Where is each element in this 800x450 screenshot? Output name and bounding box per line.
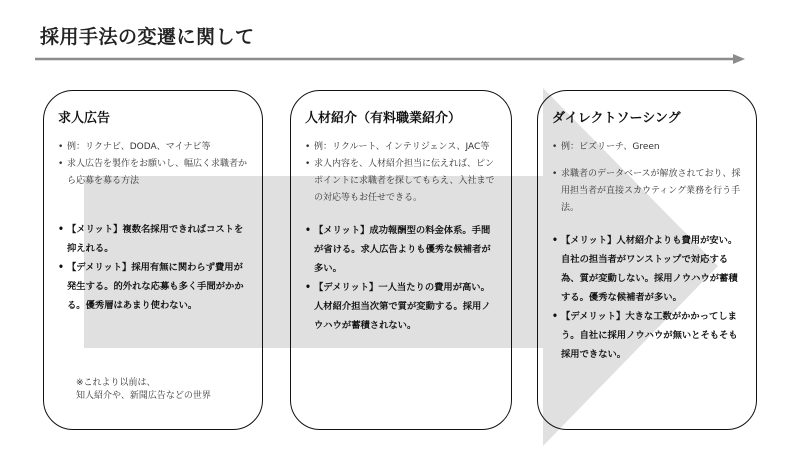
card-job-ads (43, 90, 263, 430)
card-heading: 人材紹介（有料職業紹介） (305, 111, 462, 126)
merit-item: • 【メリット】成功報酬型の料金体系。手間が省ける。求人広告よりも優秀な候補者が多い。 (305, 221, 499, 278)
list-item: • 求人広告を製作をお願いし、幅広く求職者から応募を募る方法 (58, 156, 250, 190)
note-line: ※これより以前は、 (76, 378, 156, 388)
demerit-item: • 【デメリット】大きな工数がかかってしまう。自社に採用ノウハウが無いとそもそも採用できない。 (552, 307, 744, 364)
card-items (58, 139, 250, 315)
merit-item: • 【メリット】複数名採用できればコストを抑えれる。 (58, 220, 250, 258)
demerit-item: • 【デメリット】採用有無に関わらず費用が発生する。的外れな応募も多く手間がかかる。優秀層はあまり使わない。 (58, 258, 250, 315)
timeline-arrow-head (733, 54, 745, 64)
history-note (76, 377, 211, 403)
page-title: 採用手法の変遷に関して (40, 26, 255, 48)
list-item: • 例：ビズリーチ、Green (552, 139, 744, 156)
note-line: 知人紹介や、新聞広告などの世界 (76, 391, 211, 401)
card-recruitment-agency (290, 90, 512, 430)
card-direct-sourcing (537, 90, 757, 430)
list-item: • 例：リクルート、インテリジェンス、JAC等 (305, 139, 499, 156)
list-item: • 求職者のデータベースが解放されており、採用担当者が直接スカウティング業務を行う手法。 (552, 166, 744, 217)
list-item: • 例：リクナビ、DODA、マイナビ等 (58, 139, 250, 156)
card-items (552, 139, 744, 364)
card-items (305, 139, 499, 335)
list-item: • 求人内容を、人材紹介担当に伝えれば、ピンポイントに求職者を探してもらえ、入社までの対応等もお任せできる。 (305, 156, 499, 207)
merit-item: • 【メリット】人材紹介よりも費用が安い。自社の担当者がワンストップで対応する為、質が変動しない。採用ノウハウが蓄積する。優秀な候補者が多い。 (552, 231, 744, 307)
card-heading: ダイレクトソーシング (552, 111, 681, 126)
demerit-item: • 【デメリット】一人当たりの費用が高い。人材紹介担当次第で質が変動する。採用ノウハウが蓄積されない。 (305, 278, 499, 335)
card-heading: 求人広告 (58, 111, 111, 126)
